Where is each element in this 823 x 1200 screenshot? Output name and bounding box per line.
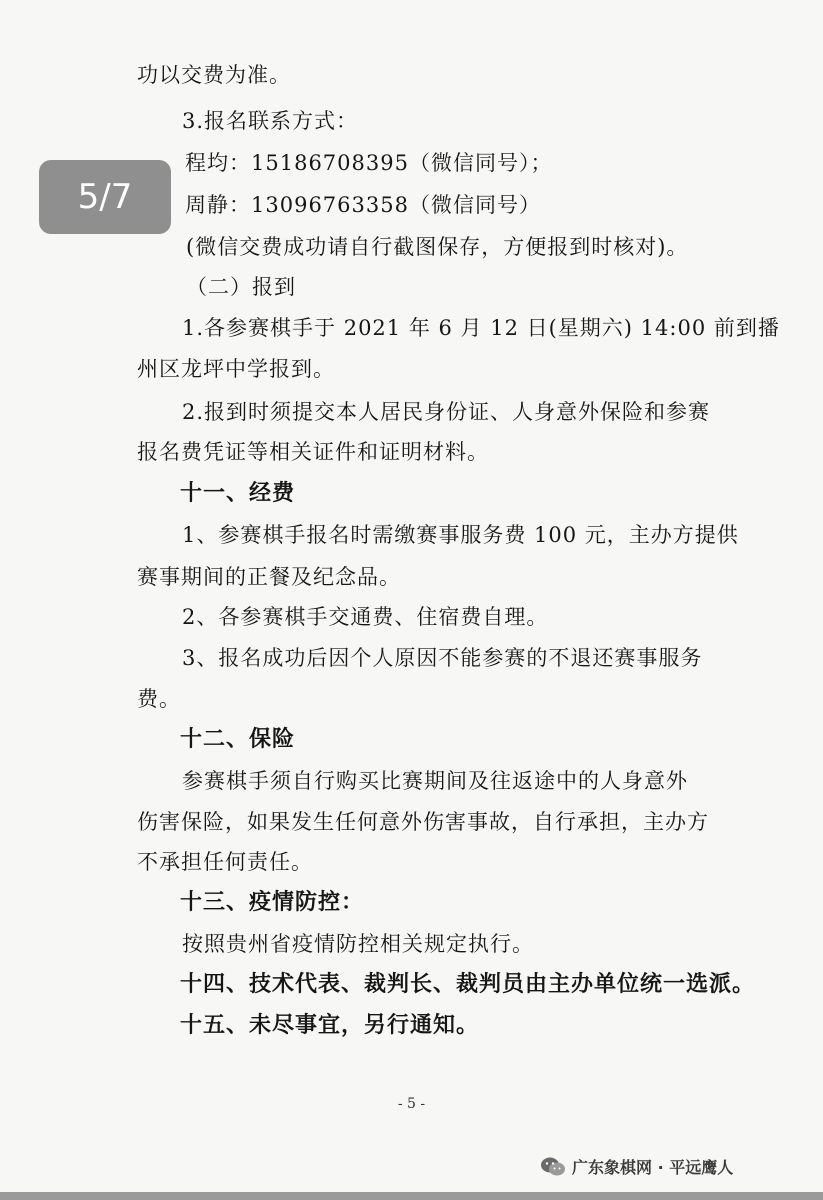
text-line: 报名费凭证等相关证件和证明材料。 [137,440,489,464]
text-line: 3.报名联系方式： [182,109,359,133]
text-line: 伤害保险，如果发生任何意外伤害事故，自行承担，主办方 [137,810,709,834]
text-line: 不承担任何责任。 [137,850,313,874]
text-line: (微信交费成功请自行截图保存，方便报到时核对)。 [186,235,689,259]
text-line: 1、参赛棋手报名时需缴赛事服务费 100 元，主办方提供 [182,523,739,547]
page-indicator-badge: 5/7 [39,160,171,234]
text-line: 功以交费为准。 [137,63,291,87]
section-subheading: （二）报到 [186,275,296,299]
section-heading: 十一、经费 [180,481,296,506]
text-line: 费。 [137,687,181,711]
section-heading: 十二、保险 [180,727,296,752]
section-heading: 十五、未尽事宜，另行通知。 [180,1013,480,1038]
wechat-icon [540,1156,566,1178]
text-line: 2.报到时须提交本人居民身份证、人身意外保险和参赛 [182,400,711,424]
watermark-text: 广东象棋网 · 平远鹰人 [572,1158,734,1177]
bottom-strip [0,1192,823,1200]
contact-line: 周静：13096763358（微信同号） [185,193,541,217]
text-line: 参赛棋手须自行购买比赛期间及往返途中的人身意外 [182,769,688,793]
text-line: 赛事期间的正餐及纪念品。 [137,565,401,589]
watermark [540,1155,733,1178]
section-heading: 十四、技术代表、裁判长、裁判员由主办单位统一选派。 [180,972,756,997]
text-line: 3、报名成功后因个人原因不能参赛的不退还赛事服务 [182,646,703,670]
page-number: - 5 - [397,1096,426,1112]
contact-line: 程均：15186708395（微信同号）； [185,151,553,175]
section-heading: 十三、疫情防控： [180,890,365,915]
text-line: 州区龙坪中学报到。 [137,357,335,381]
text-line: 按照贵州省疫情防控相关规定执行。 [182,932,534,956]
text-line: 1.各参赛棋手于 2021 年 6 月 12 日(星期六) 14:00 前到播 [182,316,780,340]
text-line: 2、各参赛棋手交通费、住宿费自理。 [182,605,549,629]
